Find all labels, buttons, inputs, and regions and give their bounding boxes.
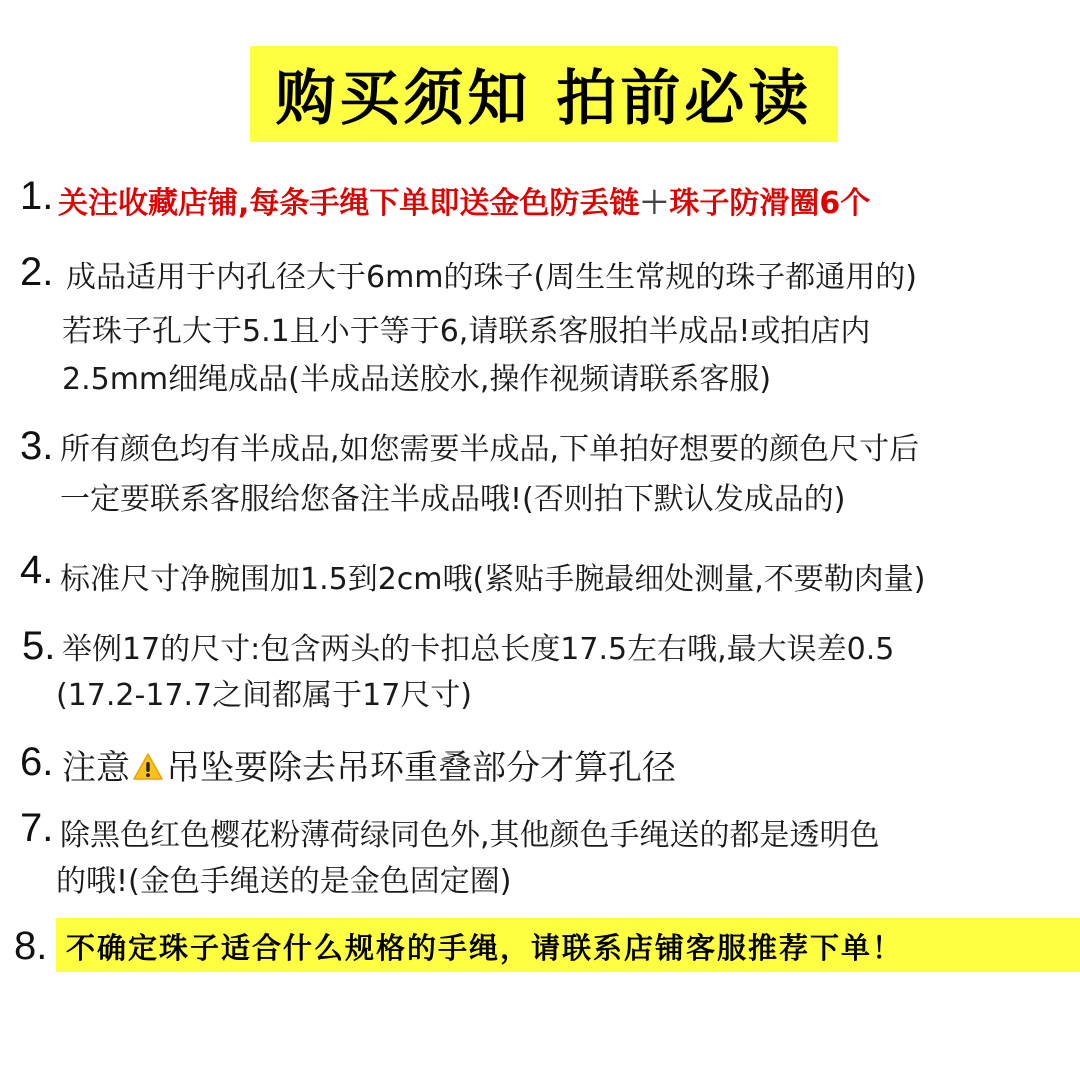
item-text — [62, 740, 676, 792]
page-title: 购买须知 拍前必读 — [275, 64, 813, 134]
item-line: 的哦!(金色手绳送的是金色固定圈) — [56, 864, 512, 899]
item-number: 2. — [20, 250, 54, 294]
item-number: 6. — [20, 740, 54, 784]
item-number: 8. — [14, 924, 48, 968]
item-line: 除黑色红色樱花粉薄荷绿同色外,其他颜色手绳送的都是透明色 — [60, 818, 880, 853]
item-line: 珠子防滑圈6个 — [669, 186, 871, 221]
plus-sign: ＋ — [639, 186, 670, 221]
item-line: (17.2-17.7之间都属于17尺寸) — [56, 678, 473, 713]
item-text — [58, 178, 870, 222]
item-number: 4. — [20, 548, 54, 592]
item-line: 2.5mm细绳成品(半成品送胶水,操作视频请联系客服) — [62, 362, 772, 397]
item-line: 关注收藏店铺,每条手绳下单即送金色防丢链 — [58, 186, 640, 221]
item-line: 标准尺寸净腕围加1.5到2cm哦(紧贴手腕最细处测量,不要勒肉量) — [60, 562, 926, 597]
item-line: 一定要联系客服给您备注半成品哦!(否则拍下默认发成品的) — [60, 482, 846, 517]
item-line: 注意 — [62, 748, 130, 788]
item-line: 吊坠要除去吊环重叠部分才算孔径 — [166, 748, 676, 788]
item-number: 5. — [22, 624, 56, 668]
item-number: 3. — [20, 424, 54, 468]
item-line: 成品适用于内孔径大于6mm的珠子(周生生常规的珠子都通用的) — [66, 260, 917, 295]
item-line: 所有颜色均有半成品,如您需要半成品,下单拍好想要的颜色尺寸后 — [60, 432, 920, 467]
item-line: 不确定珠子适合什么规格的手绳，请联系店铺客服推荐下单！ — [66, 931, 904, 965]
item-number: 1. — [20, 174, 54, 218]
item-line: 举例17的尺寸:包含两头的卡扣总长度17.5左右哦,最大误差0.5 — [62, 632, 895, 667]
item-number: 7. — [20, 806, 54, 850]
item-line: 若珠子孔大于5.1且小于等于6,请联系客服拍半成品!或拍店内 — [62, 314, 871, 349]
warning-icon — [132, 751, 164, 792]
title-banner — [250, 46, 838, 142]
